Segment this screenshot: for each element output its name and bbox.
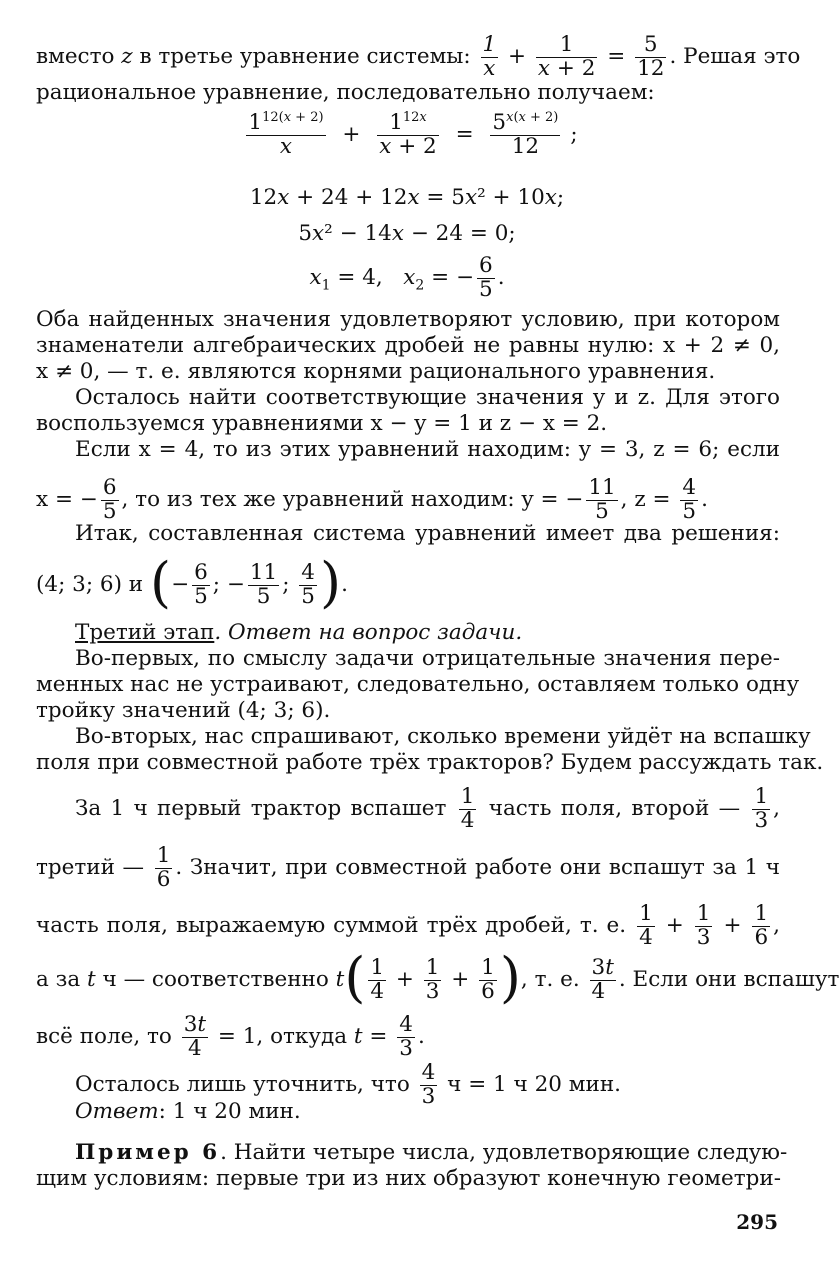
- stage-heading: Третий этап. Ответ на вопрос задачи.: [75, 620, 523, 645]
- para-3-b: x = − $\frac{6}{5}$ , то из тех же уравнений находим: y = − $\frac{11}{5}$ , z = $\frac{4}{5}$ .: [36, 475, 708, 524]
- para-6-a: Во-вторых, нас спрашивают, сколько времени уйдёт на вспашку: [75, 724, 811, 749]
- page-number: 295: [736, 1210, 778, 1234]
- para-3-a: Если x = 4, то из этих уравнений находим: y = 3, z = 6; если: [75, 437, 780, 462]
- para-2-a: Осталось найти соответствующие значения y и z. Для этого: [75, 385, 780, 410]
- para-4-b: (4; 3; 6) и (− $\frac{6}{5}$ ; − $\frac{11}{5}$ ; $\frac{4}{5}$ ).: [36, 551, 348, 615]
- para-1-c: x ≠ 0, — т. е. являются корнями рационального уравнения.: [36, 359, 716, 384]
- line-1: вместо z в третье уравнение системы: $\frac{1}{x}$ + $\frac{1}{x + 2}$ = $\frac{5}{12}$ . Решая это: [36, 32, 801, 81]
- para-5-c: тройку значений (4; 3; 6).: [36, 698, 331, 723]
- para-7-e: всё поле, то $\frac{3t}{4}$ = 1, откуда t = $\frac{4}{3}$ .: [36, 1012, 425, 1061]
- para-7-c: часть поля, выражаемую суммой трёх дробей, т. е. $\frac{1}{4}$ + $\frac{1}{3}$ + $\frac{1}{6}$ ,: [36, 901, 781, 950]
- example-6-b: щим условиям: первые три из них образуют конечную геометри-: [36, 1166, 781, 1191]
- para-7-d: а за t ч — соответственно t( $\frac{1}{4}$ + $\frac{1}{3}$ + $\frac{1}{6}$ ), т. е. $\frac{3t}{4}$ . Если они вспашут: [36, 946, 839, 1010]
- para-1-b: знаменатели алгебраических дробей не равны нулю: x + 2 ≠ 0,: [36, 333, 780, 358]
- para-6-b: поля при совместной работе трёх тракторов? Будем рассуждать так.: [36, 750, 824, 775]
- para-7-b: третий — $\frac{1}{6}$ . Значит, при совместной работе они вспашут за 1 ч: [36, 843, 780, 892]
- equation-2: 12x + 24 + 12x = 5x² + 10x;: [249, 185, 565, 210]
- para-2-b: воспользуемся уравнениями x − y = 1 и z − x = 2.: [36, 411, 608, 436]
- equation-roots: $x_1 = 4$, $x_2$ = − $\frac{6}{5}$ .: [309, 253, 505, 302]
- para-8: Осталось лишь уточнить, что $\frac{4}{3}$ ч = 1 ч 20 мин.: [75, 1060, 622, 1109]
- answer-line: Ответ: 1 ч 20 мин.: [75, 1099, 301, 1124]
- para-5-a: Во-первых, по смыслу задачи отрицательные значения пере-: [75, 646, 780, 671]
- para-5-b: менных нас не устраивают, следовательно, оставляем только одну: [36, 672, 800, 697]
- para-7-a: За 1 ч первый трактор вспашет $\frac{1}{4}$ часть поля, второй — $\frac{1}{3}$ ,: [75, 784, 780, 833]
- para-1-a: Оба найденных значения удовлетворяют условию, при котором: [36, 307, 780, 332]
- para-4-a: Итак, составленная система уравнений имеет два решения:: [75, 521, 780, 546]
- equation-3: 5x² − 14x − 24 = 0;: [298, 221, 516, 246]
- line-2: рациональное уравнение, последовательно получаем:: [36, 80, 655, 105]
- equation-fractions: $\frac{1^{12(x + 2)}}{x}$ + $\frac{1^{12x}}{x + 2}$ = $\frac{5^{x(x + 2)}}{12}$ ;: [248, 109, 578, 159]
- example-6-a: Пример 6. Найти четыре числа, удовлетворяющие следую-: [75, 1140, 788, 1165]
